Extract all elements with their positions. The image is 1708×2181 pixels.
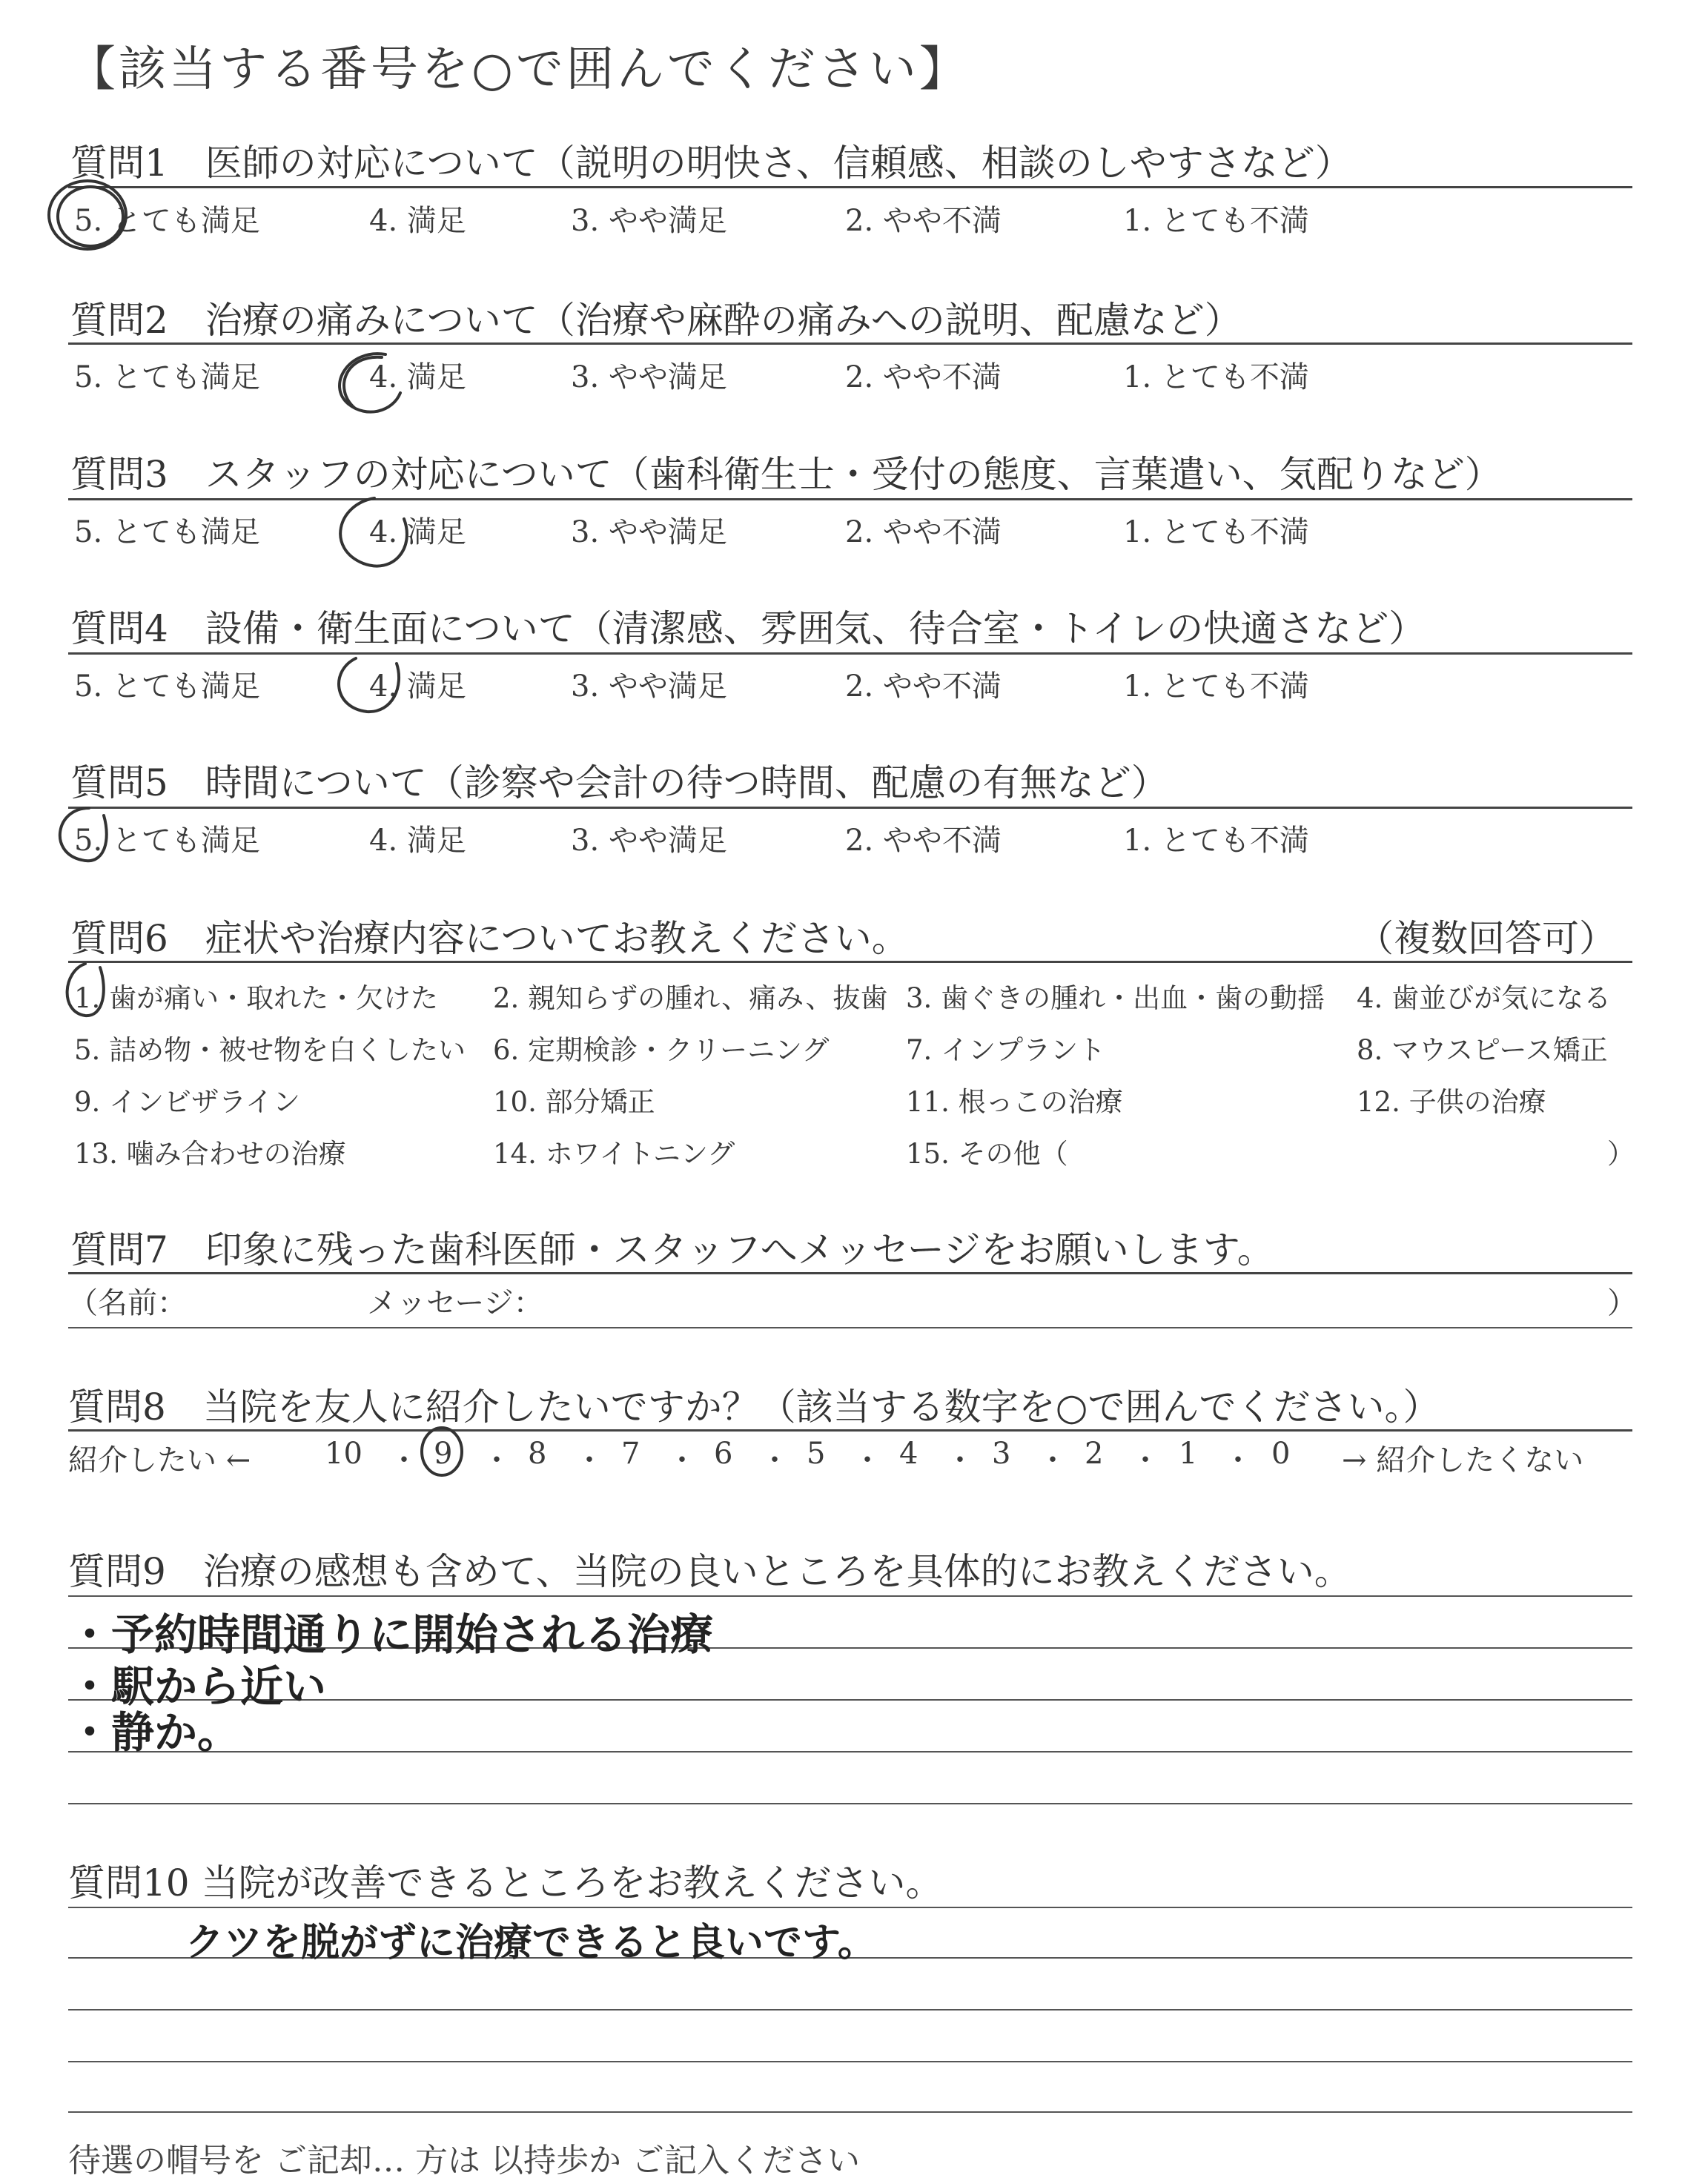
divider [68, 1272, 1632, 1274]
q8-separator: ・ [1131, 1443, 1160, 1477]
page-title: 【該当する番号を○で囲んでください】 [68, 42, 970, 97]
q8-separator: ・ [1038, 1443, 1068, 1477]
q8-scale-0[interactable]: 0 [1271, 1437, 1291, 1471]
q8-separator: ・ [389, 1443, 419, 1477]
question-7-heading: 質問7 印象に残った歯科医師・スタッフへメッセージをお願いします。 [70, 1228, 1274, 1271]
q6-option-13[interactable]: 13. 噛み合わせの治療 [74, 1138, 346, 1170]
question-3-heading: 質問3 スタッフの対応について（歯科衛生士・受付の態度、言葉遣い、気配りなど） [70, 453, 1502, 496]
q6-option-5[interactable]: 5. 詰め物・被せ物を白くしたい [74, 1034, 466, 1066]
q1-option-3[interactable]: 3. やや満足 [571, 204, 727, 238]
question-2-heading: 質問2 治療の痛みについて（治療や麻酔の痛みへの説明、配慮など） [70, 299, 1242, 342]
q5-option-2[interactable]: 2. やや不満 [845, 824, 1002, 858]
answer-line [68, 1595, 1632, 1597]
q6-option-2[interactable]: 2. 親知らずの腫れ、痛み、抜歯 [493, 982, 888, 1014]
q2-option-1[interactable]: 1. とても不満 [1123, 360, 1309, 394]
q8-scale-8[interactable]: 8 [528, 1437, 547, 1471]
q10-answer-1[interactable]: クツを脱がずに治療できると良いです。 [185, 1921, 876, 1965]
q8-scale-6[interactable]: 6 [714, 1437, 733, 1471]
q8-separator: ・ [945, 1443, 975, 1477]
q2-option-2[interactable]: 2. やや不満 [845, 360, 1002, 394]
q8-scale-4[interactable]: 4 [899, 1437, 918, 1471]
q3-option-3[interactable]: 3. やや満足 [571, 515, 727, 549]
divider [68, 652, 1632, 655]
q6-option-10[interactable]: 10. 部分矯正 [493, 1086, 655, 1118]
q9-answer-2[interactable]: ・駅から近い [68, 1661, 327, 1712]
q6-other-close-paren: ） [1607, 1138, 1635, 1170]
q8-separator: ・ [853, 1443, 882, 1477]
q4-option-1[interactable]: 1. とても不満 [1123, 669, 1309, 704]
q5-option-4[interactable]: 4. 満足 [369, 824, 466, 858]
q2-option-4[interactable]: 4. 満足 [369, 360, 466, 394]
divider [68, 342, 1632, 345]
question-5-heading: 質問5 時間について（診察や会計の待つ時間、配慮の有無など） [70, 761, 1168, 804]
question-10-heading: 質問10 当院が改善できるところをお教えください。 [68, 1861, 943, 1904]
q8-separator: ・ [482, 1443, 512, 1477]
q6-option-11[interactable]: 11. 根っこの治療 [906, 1086, 1123, 1118]
answer-line [68, 1803, 1632, 1804]
q4-option-4[interactable]: 4. 満足 [369, 669, 466, 704]
q9-answer-3[interactable]: ・静か。 [68, 1707, 241, 1758]
q6-option-1[interactable]: 1. 歯が痛い・取れた・欠けた [74, 982, 439, 1014]
q8-left-label: 紹介したい ← [68, 1443, 251, 1477]
question-1-heading: 質問1 医師の対応について（説明の明快さ、信頼感、相談のしやすさなど） [70, 142, 1352, 185]
q8-scale-10[interactable]: 10 [325, 1437, 363, 1471]
q8-right-label: → 紹介したくない [1342, 1443, 1584, 1477]
answer-line [68, 1907, 1632, 1908]
divider [68, 1327, 1632, 1328]
q8-separator: ・ [1223, 1443, 1253, 1477]
q1-option-4[interactable]: 4. 満足 [369, 204, 466, 238]
question-4-heading: 質問4 設備・衛生面について（清潔感、雰囲気、待合室・トイレの快適さなど） [70, 607, 1426, 650]
q7-name-label: （名前： [68, 1286, 187, 1320]
q3-option-1[interactable]: 1. とても不満 [1123, 515, 1309, 549]
q4-option-2[interactable]: 2. やや不満 [845, 669, 1002, 704]
q4-option-5[interactable]: 5. とても満足 [74, 669, 260, 704]
q3-option-5[interactable]: 5. とても満足 [74, 515, 260, 549]
q7-close-paren: ） [1607, 1286, 1637, 1320]
q1-option-5[interactable]: 5. とても満足 [74, 204, 260, 238]
q6-option-15[interactable]: 15. その他（ [906, 1138, 1068, 1170]
answer-line [68, 2061, 1632, 2062]
answer-line [68, 1751, 1632, 1753]
divider [68, 498, 1632, 500]
answer-line [68, 2111, 1632, 2113]
q5-option-1[interactable]: 1. とても不満 [1123, 824, 1309, 858]
q5-option-5[interactable]: 5. とても満足 [74, 824, 260, 858]
q8-separator: ・ [667, 1443, 697, 1477]
q8-separator: ・ [760, 1443, 790, 1477]
q3-option-2[interactable]: 2. やや不満 [845, 515, 1002, 549]
q8-scale-1[interactable]: 1 [1179, 1437, 1198, 1471]
divider [68, 186, 1632, 188]
q2-option-3[interactable]: 3. やや満足 [571, 360, 727, 394]
q5-option-3[interactable]: 3. やや満足 [571, 824, 727, 858]
q6-option-7[interactable]: 7. インプラント [906, 1034, 1106, 1066]
q1-option-1[interactable]: 1. とても不満 [1123, 204, 1309, 238]
q6-option-9[interactable]: 9. インビザライン [74, 1086, 300, 1118]
q2-option-5[interactable]: 5. とても満足 [74, 360, 260, 394]
q3-option-4[interactable]: 4. 満足 [369, 515, 466, 549]
question-9-heading: 質問9 治療の感想も含めて、当院の良いところを具体的にお教えください。 [68, 1550, 1351, 1593]
q1-option-2[interactable]: 2. やや不満 [845, 204, 1002, 238]
q9-answer-1[interactable]: ・予約時間通りに開始される治療 [68, 1609, 714, 1660]
q6-option-12[interactable]: 12. 子供の治療 [1357, 1086, 1546, 1118]
q8-scale-7[interactable]: 7 [621, 1437, 640, 1471]
q8-scale-9[interactable]: 9 [434, 1437, 453, 1471]
question-6-heading: 質問6 症状や治療内容についてお教えください。 [70, 917, 909, 960]
footer-partial-text: 待選の帽号を ご記却… 方は 以持歩か ご記入ください [68, 2142, 860, 2180]
q4-option-3[interactable]: 3. やや満足 [571, 669, 727, 704]
divider [68, 961, 1632, 963]
question-6-note: （複数回答可） [1357, 917, 1616, 960]
q8-scale-5[interactable]: 5 [807, 1437, 826, 1471]
q8-separator: ・ [575, 1443, 604, 1477]
q7-message-label: メッセージ： [367, 1286, 543, 1320]
q6-option-4[interactable]: 4. 歯並びが気になる [1357, 982, 1612, 1014]
q8-scale-2[interactable]: 2 [1085, 1437, 1104, 1471]
answer-line [68, 2009, 1632, 2010]
q6-option-14[interactable]: 14. ホワイトニング [493, 1138, 735, 1170]
divider [68, 1429, 1632, 1432]
q8-scale-3[interactable]: 3 [992, 1437, 1011, 1471]
q6-option-6[interactable]: 6. 定期検診・クリーニング [493, 1034, 830, 1066]
q6-option-8[interactable]: 8. マウスピース矯正 [1357, 1034, 1608, 1066]
q6-option-3[interactable]: 3. 歯ぐきの腫れ・出血・歯の動揺 [906, 982, 1325, 1014]
question-8-heading: 質問8 当院を友人に紹介したいですか？（該当する数字を○で囲んでください。） [68, 1386, 1440, 1429]
divider [68, 807, 1632, 809]
